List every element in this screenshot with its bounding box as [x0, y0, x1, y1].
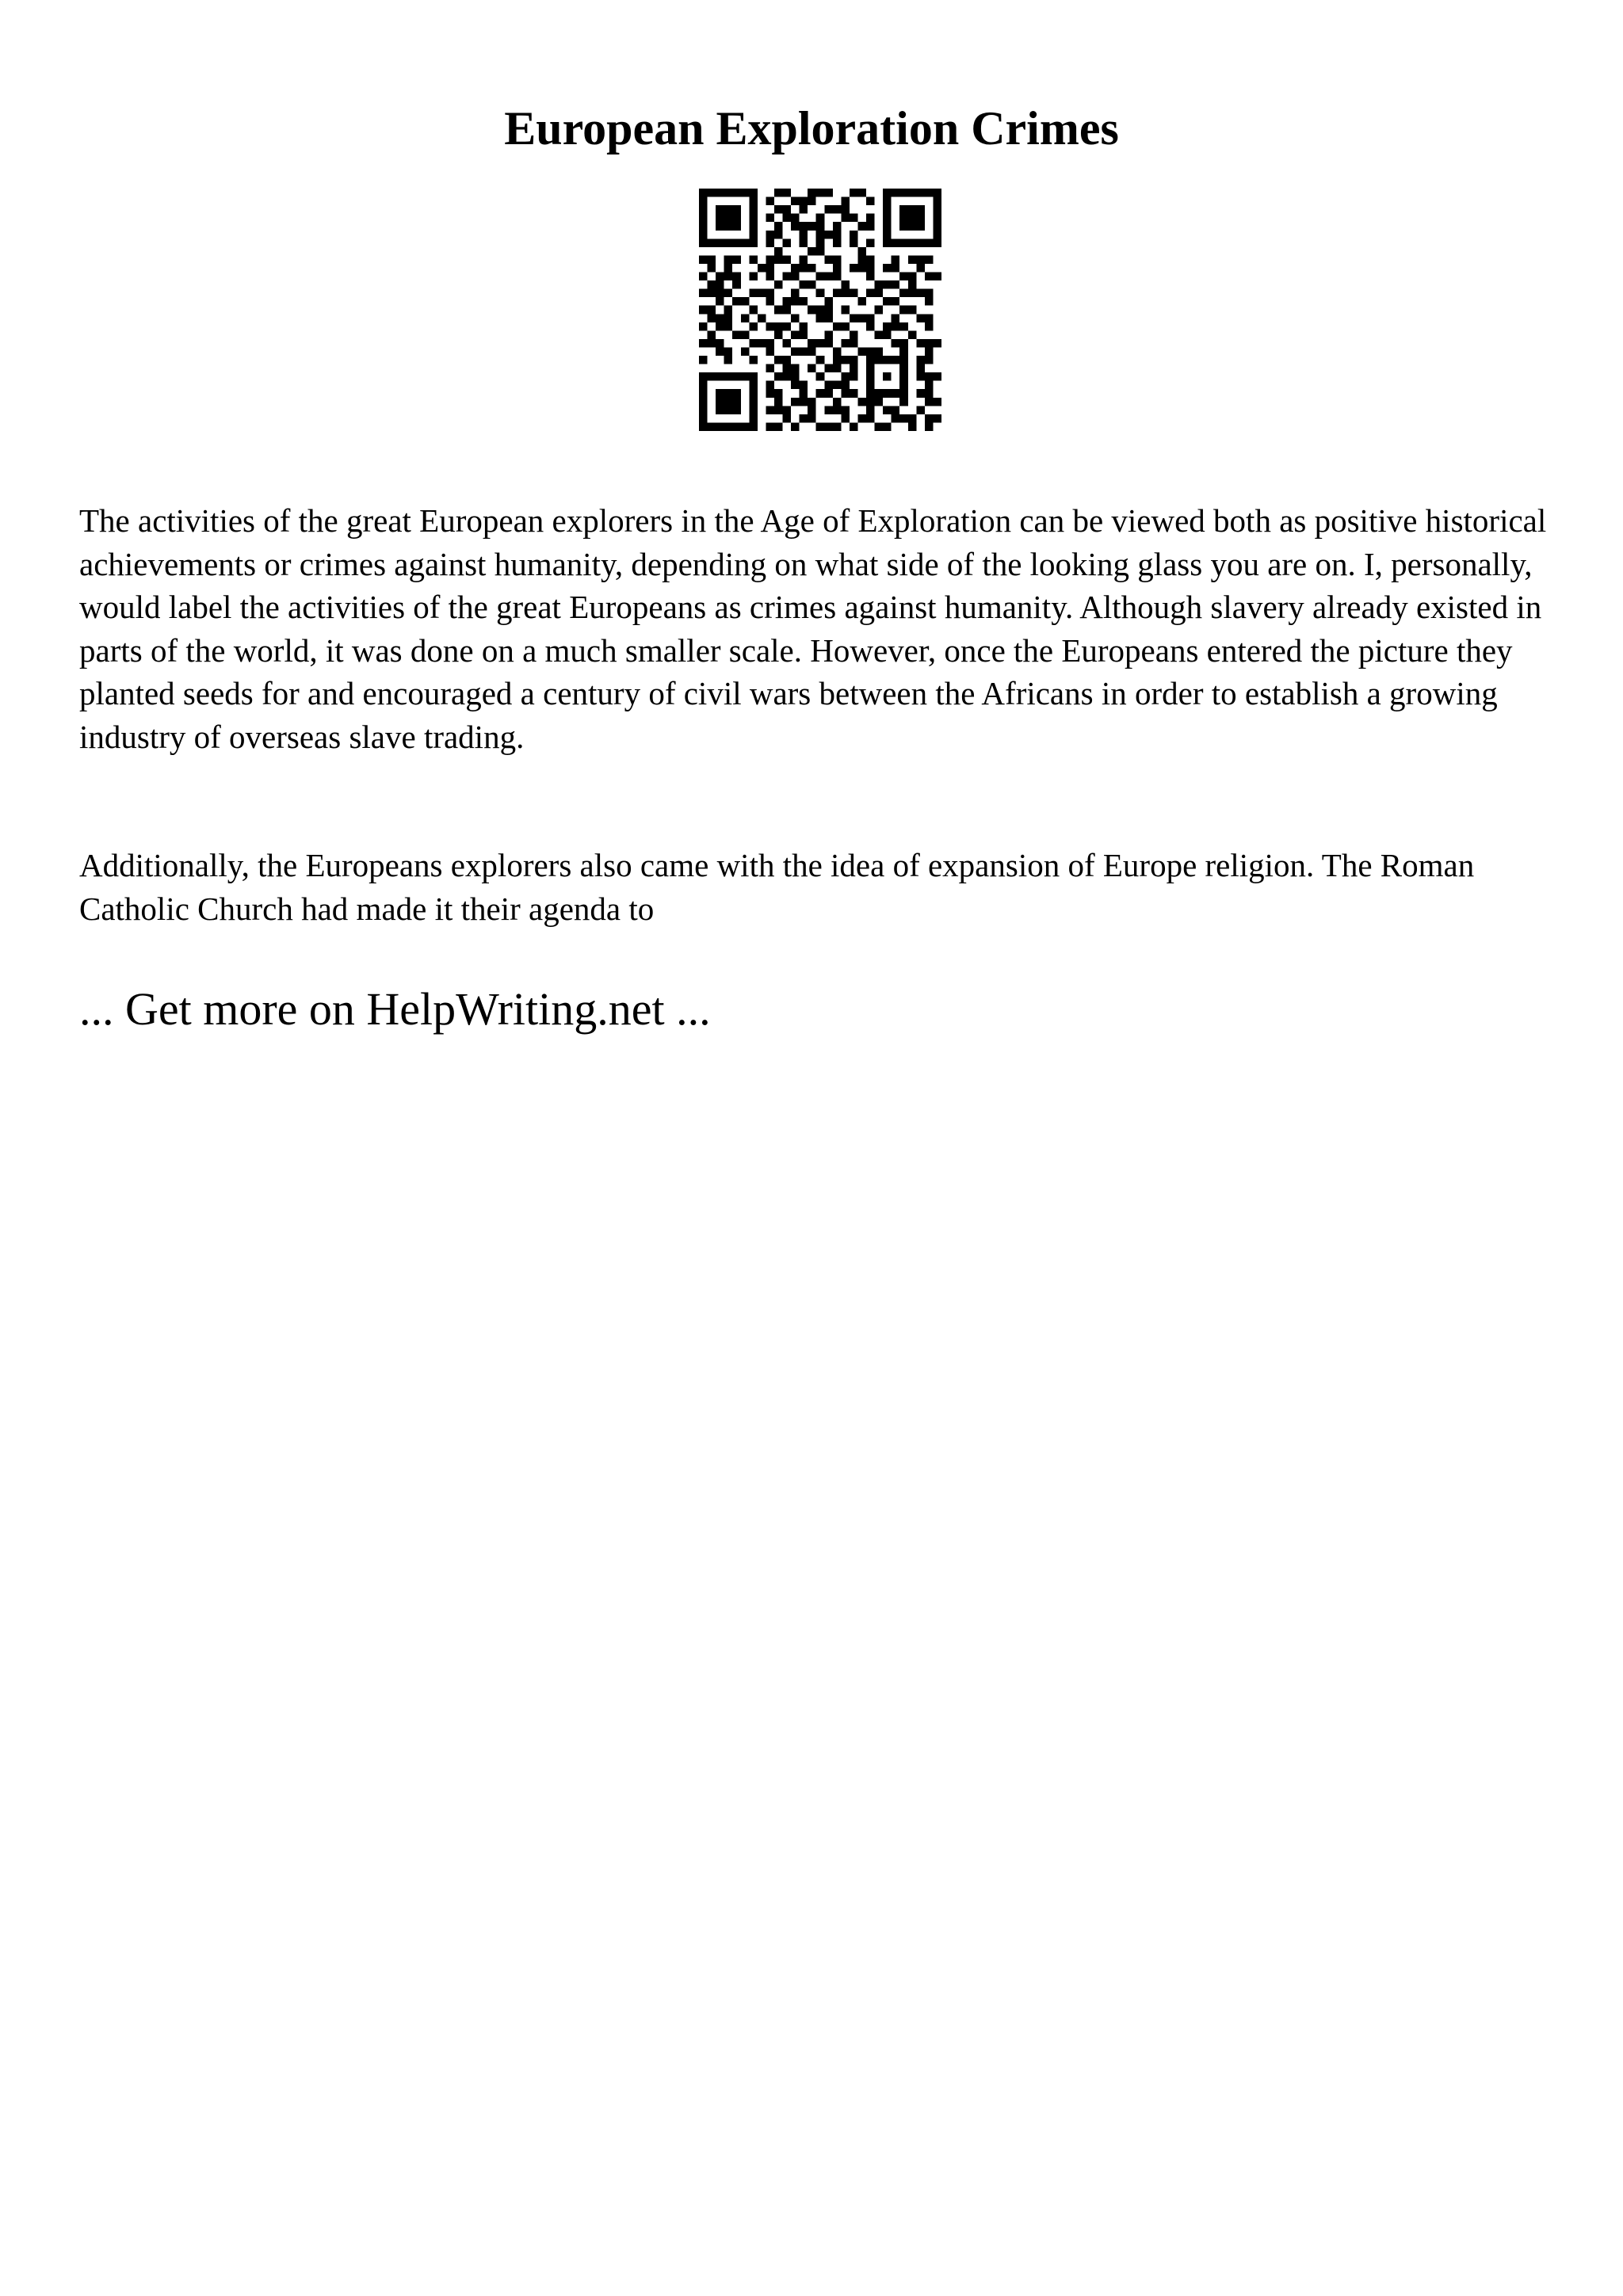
get-more-link[interactable]: ... Get more on HelpWriting.net ...	[79, 983, 711, 1035]
body-paragraph-2: Additionally, the Europeans explorers also came with the idea of expansion of Europe religion. The Roman Catholic Church had made it their agenda to	[79, 847, 1475, 927]
qr-code-icon	[699, 189, 941, 431]
body-paragraph-1: The activities of the great European explorers in the Age of Exploration can be viewed both as positive historical achievements or crimes against humanity, depending on what side of the looking glass you are on. I, personally, would label the activities of the great Europeans as crimes against humanity. Although slavery already existed in parts of the world, it was done on a much smaller scale. However, once the Europeans entered the picture they planted seeds for and encouraged a century of civil wars between the Africans in order to establish a growing industry of overseas slave trading.	[79, 502, 1547, 755]
page-title: European Exploration Crimes	[504, 102, 1119, 154]
